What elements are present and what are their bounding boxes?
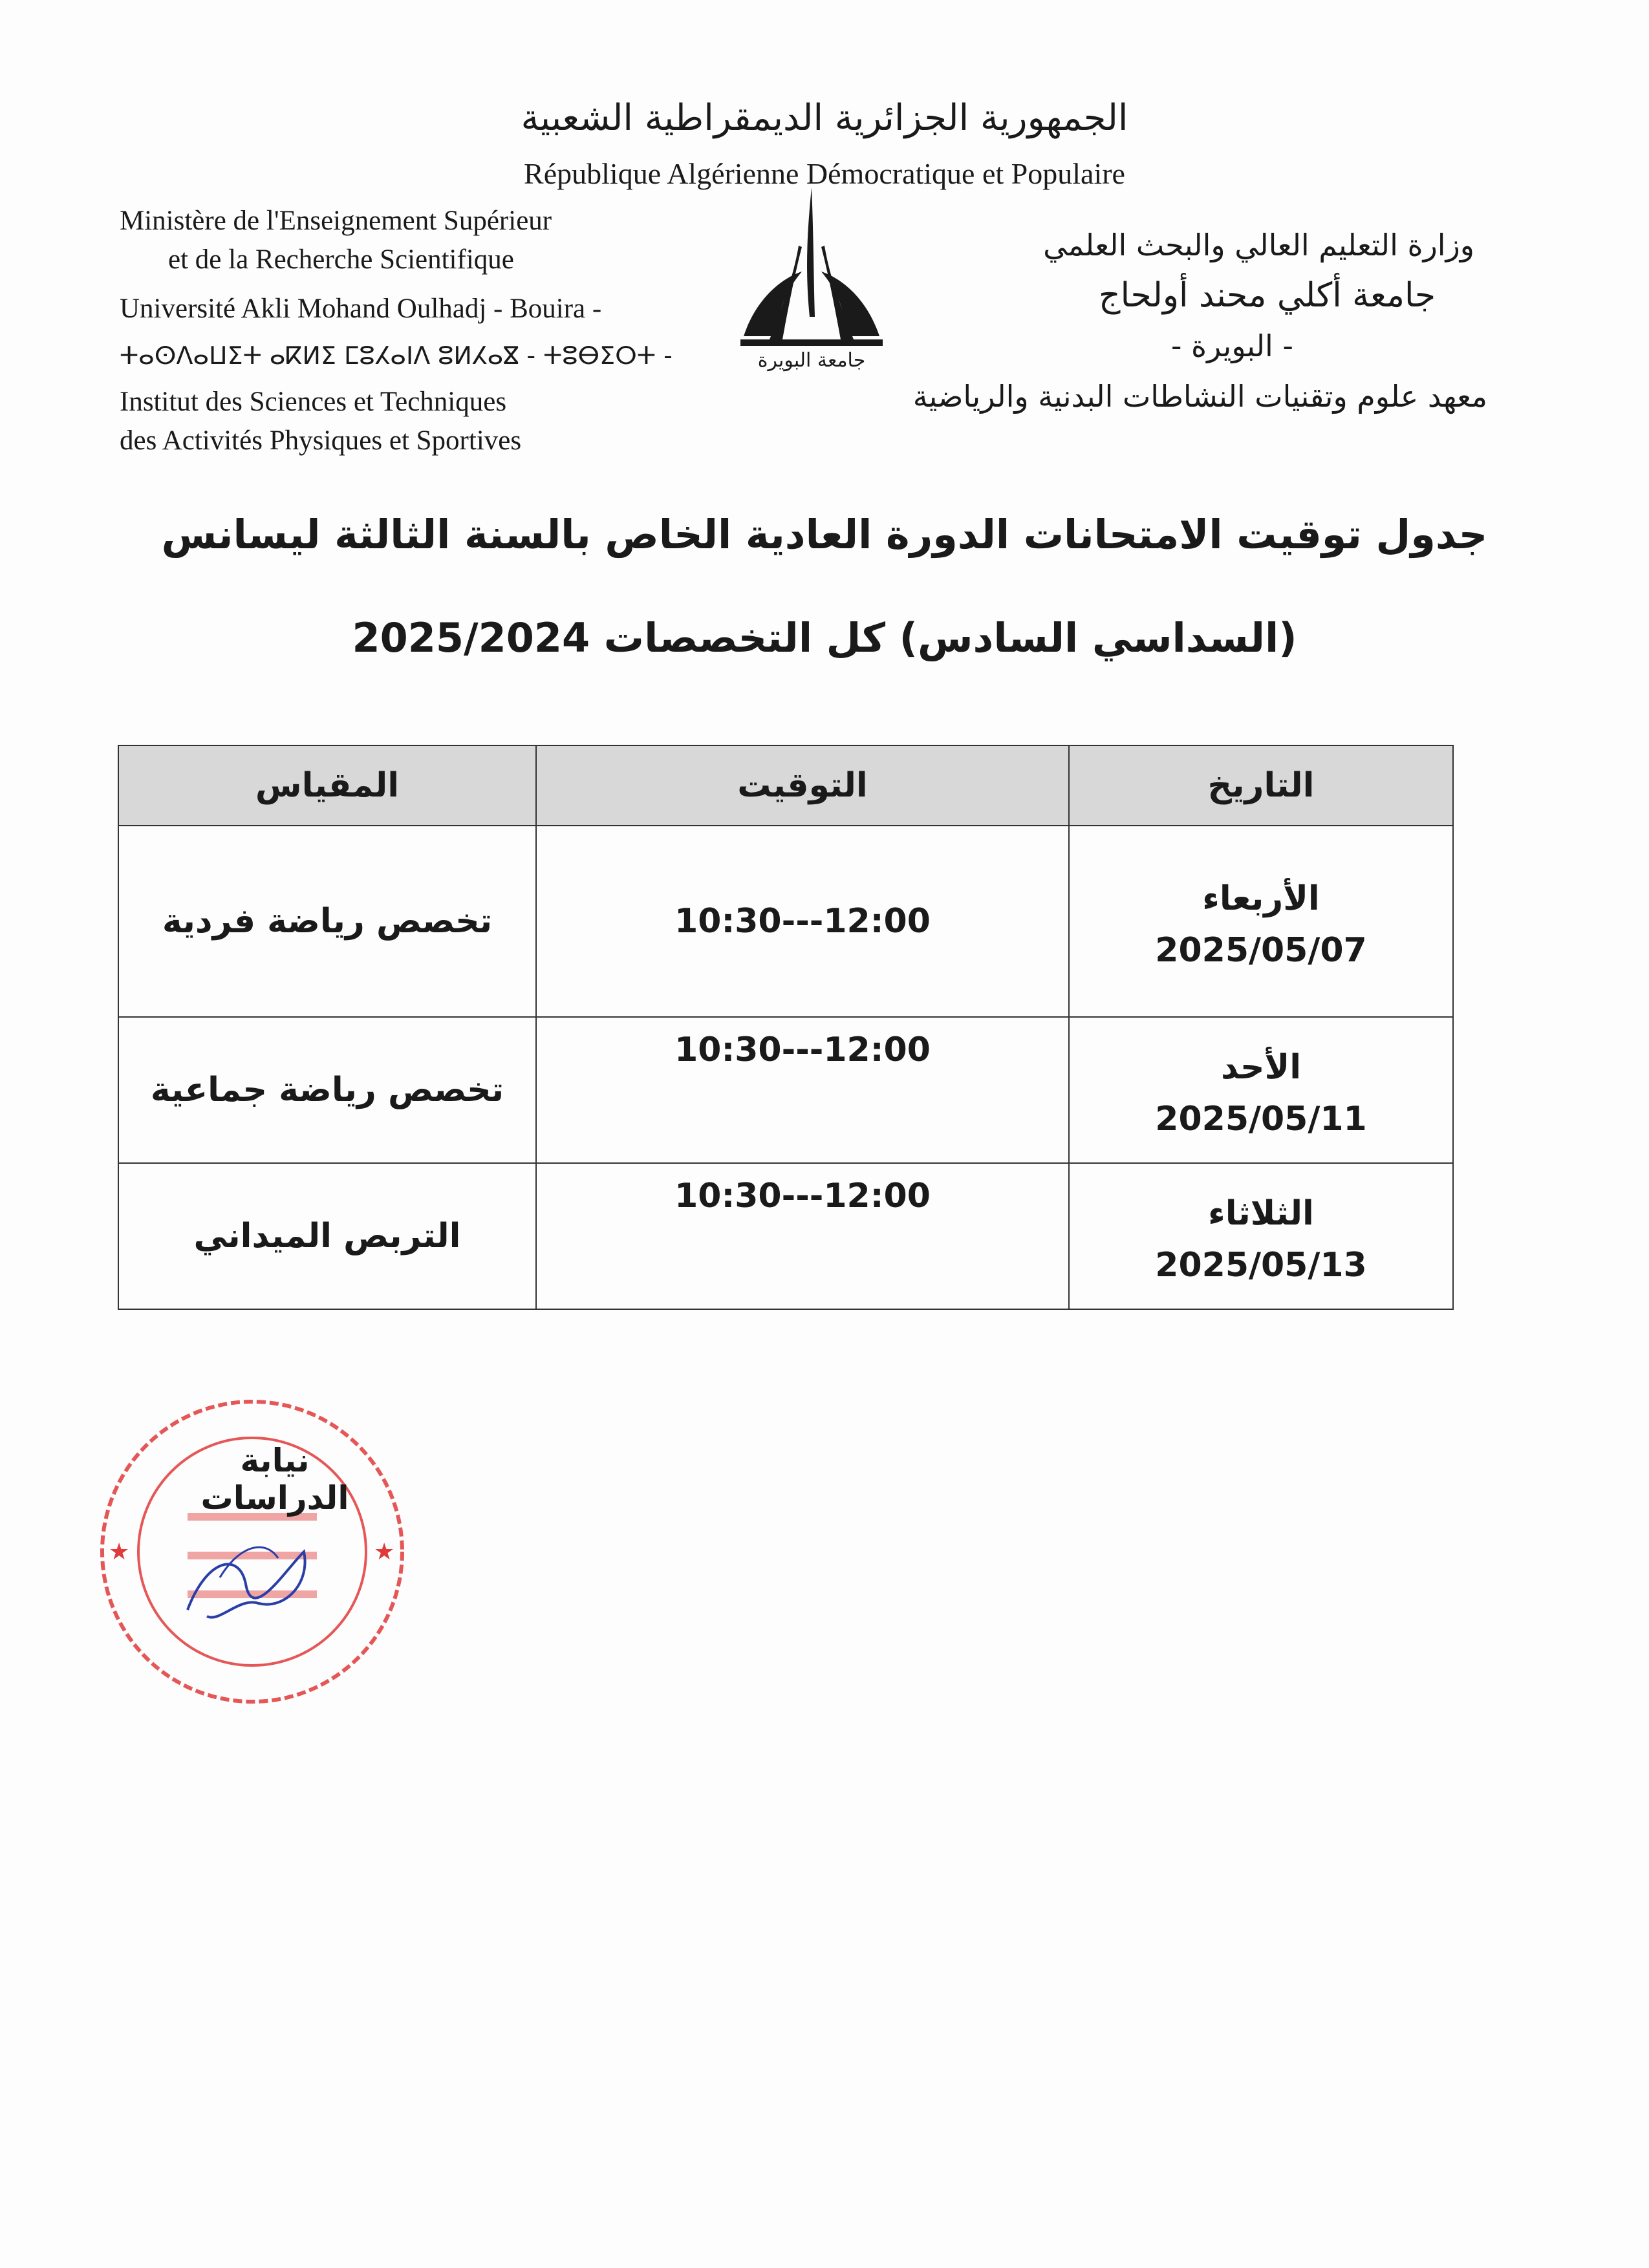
svg-text:★: ★	[374, 1539, 395, 1565]
table-row	[118, 1163, 1453, 1309]
republic-french: République Algérienne Démocratique et Populaire	[524, 157, 1125, 190]
table-row	[118, 1017, 1453, 1163]
university-line: Université Akli Mohand Oulhadj - Bouira -	[120, 294, 602, 324]
institute-arabic: معهد علوم وتقنيات النشاطات البدنية والرياضية	[912, 379, 1487, 414]
header-time: التوقيت	[536, 745, 1069, 826]
institute-line-1: Institut des Sciences et Techniques	[120, 387, 507, 417]
day-label: الأربعاء	[1202, 879, 1320, 918]
svg-text:★: ★	[109, 1539, 130, 1565]
module-cell: تخصص رياضة جماعية	[118, 1017, 536, 1163]
table-header-row	[118, 745, 1453, 826]
university-logo	[731, 187, 892, 381]
date-value: 2025/05/11	[1155, 1100, 1367, 1139]
date-cell	[1069, 826, 1453, 1017]
date-value: 2025/05/13	[1155, 1246, 1367, 1285]
ministry-line-1: Ministère de l'Enseignement Supérieur	[120, 206, 552, 236]
signature-label: نيابة الدراسات	[200, 1442, 349, 1517]
official-stamp	[91, 1390, 414, 1713]
time-cell: 10:30---12:00	[536, 1017, 1069, 1163]
date-value: 2025/05/07	[1155, 931, 1367, 970]
time-cell: 10:30---12:00	[536, 826, 1069, 1017]
header-module: المقياس	[118, 745, 536, 826]
day-label: الأحد	[1220, 1048, 1302, 1087]
date-cell	[1069, 1163, 1453, 1309]
city-arabic: - البويرة -	[1170, 328, 1293, 363]
module-cell: تخصص رياضة فردية	[118, 826, 536, 1017]
page-title: جدول توقيت الامتحانات الدورة العادية الخاص بالسنة الثالثة ليسانس	[161, 511, 1488, 558]
stamp-seal-icon	[91, 1390, 414, 1713]
page-subtitle: (السداسي السادس) كل التخصصات 2025/2024	[352, 614, 1297, 661]
ministry-line-2: et de la Recherche Scientifique	[168, 244, 514, 275]
ministry-arabic: وزارة التعليم العالي والبحث العلمي	[1043, 228, 1474, 262]
university-arabic: جامعة أكلي محند أولحاج	[1099, 276, 1436, 315]
tifinagh-line: ⵜⴰⵙⴷⴰⵡⵉⵜ ⴰⴽⵍⵉ ⵎⵓⵃⴰⵏⴷ ⵓⵍⵃⴰⴵ - ⵜⵓⴱⵉⵔⵜ -	[120, 341, 673, 370]
header-date: التاريخ	[1069, 745, 1453, 826]
institute-line-2: des Activités Physiques et Sportives	[120, 425, 522, 456]
time-cell: 10:30---12:00	[536, 1163, 1069, 1309]
republic-arabic: الجمهورية الجزائرية الديمقراطية الشعبية	[521, 97, 1128, 139]
french-institution-block	[120, 202, 676, 460]
exam-schedule-table	[118, 745, 1454, 1310]
table-row	[118, 826, 1453, 1017]
day-label: الثلاثاء	[1208, 1194, 1314, 1233]
logo-caption: جامعة البويرة	[757, 349, 866, 372]
date-cell	[1069, 1017, 1453, 1163]
arabic-institution-block	[892, 220, 1487, 422]
module-cell: التربص الميداني	[118, 1163, 536, 1309]
